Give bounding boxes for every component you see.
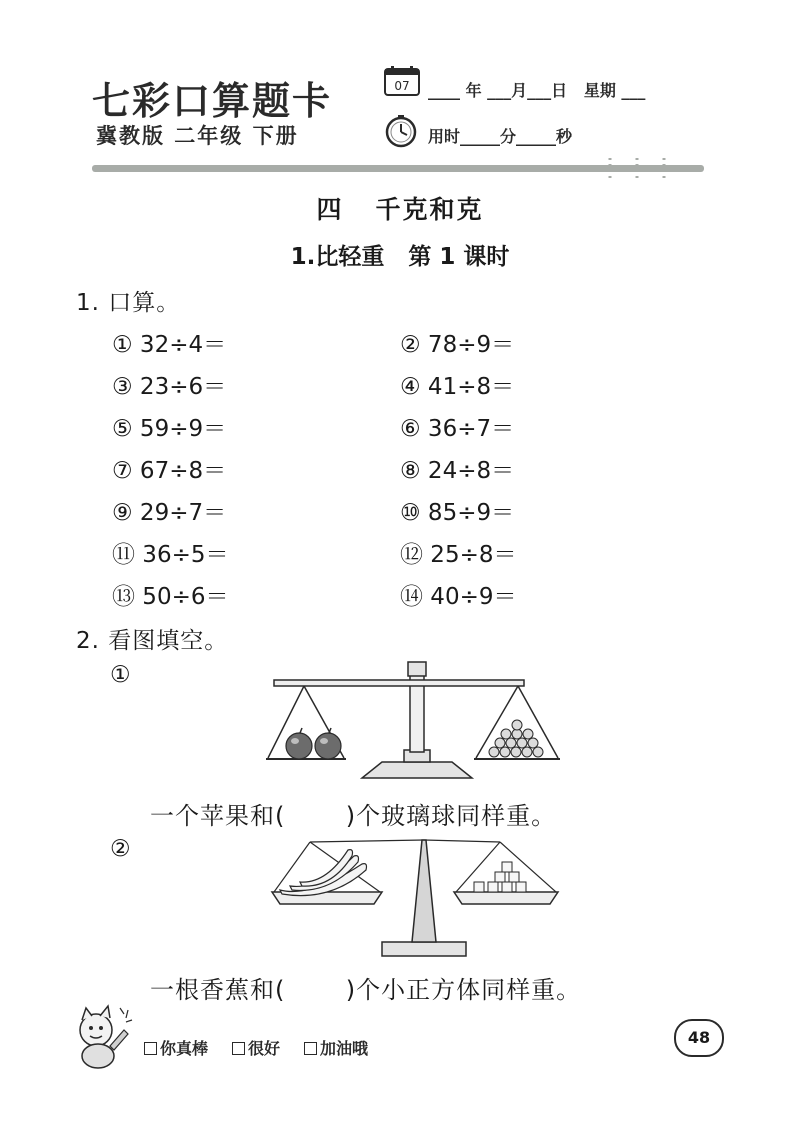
item-1-number: ① <box>110 662 132 688</box>
clock-icon <box>384 114 418 148</box>
problem-5: ⑤ 59÷9＝ <box>112 416 227 442</box>
problem-9: ⑨ 29÷7＝ <box>112 500 227 526</box>
balance-scale-apples <box>262 658 562 782</box>
problem-6: ⑥ 36÷7＝ <box>400 416 515 442</box>
badge-keep-going[interactable]: 加油哦 <box>304 1036 368 1059</box>
badge-good[interactable]: 很好 <box>232 1036 280 1059</box>
item-1-sentence: 一个苹果和( )个玻璃球同样重。 <box>150 802 557 830</box>
checkbox-good[interactable] <box>232 1042 245 1055</box>
page-number: 48 <box>674 1019 724 1057</box>
calendar-day: 07 <box>394 79 410 93</box>
problem-4: ④ 41÷8＝ <box>400 374 515 400</box>
section-1-label: 1. 口算。 <box>76 290 181 316</box>
item-2-number: ② <box>110 836 132 862</box>
edition-label: 冀教版 二年级 下册 <box>96 124 299 148</box>
problem-13: ⑬ 50÷6＝ <box>112 584 229 610</box>
problem-8: ⑧ 24÷8＝ <box>400 458 515 484</box>
divider-decoration <box>602 158 692 182</box>
problem-1: ① 32÷4＝ <box>112 332 227 358</box>
problem-10: ⑩ 85÷9＝ <box>400 500 515 526</box>
calendar-icon <box>384 66 420 96</box>
checkbox-great[interactable] <box>144 1042 157 1055</box>
problem-3: ③ 23÷6＝ <box>112 374 227 400</box>
time-fields: 用时_____分_____秒 <box>428 127 573 146</box>
problem-12: ⑫ 25÷8＝ <box>400 542 517 568</box>
problem-2: ② 78÷9＝ <box>400 332 515 358</box>
problem-11: ⑪ 36÷5＝ <box>112 542 229 568</box>
badge-great[interactable]: 你真棒 <box>144 1036 208 1059</box>
checkbox-keep-going[interactable] <box>304 1042 317 1055</box>
brand-title: 七彩口算题卡 <box>92 78 333 123</box>
lesson-title: 1.比轻重 第 1 课时 <box>290 244 510 270</box>
date-fields: ____ 年 ___月___日 星期 ___ <box>428 81 646 100</box>
problem-14: ⑭ 40÷9＝ <box>400 584 517 610</box>
problem-7: ⑦ 67÷8＝ <box>112 458 227 484</box>
unit-title: 四 千克和克 <box>316 195 484 224</box>
section-2-label: 2. 看图填空。 <box>76 628 229 654</box>
balance-scale-bananas <box>270 834 560 960</box>
item-2-sentence: 一根香蕉和( )个小正方体同样重。 <box>150 976 582 1004</box>
mascot-icon <box>66 1000 138 1072</box>
